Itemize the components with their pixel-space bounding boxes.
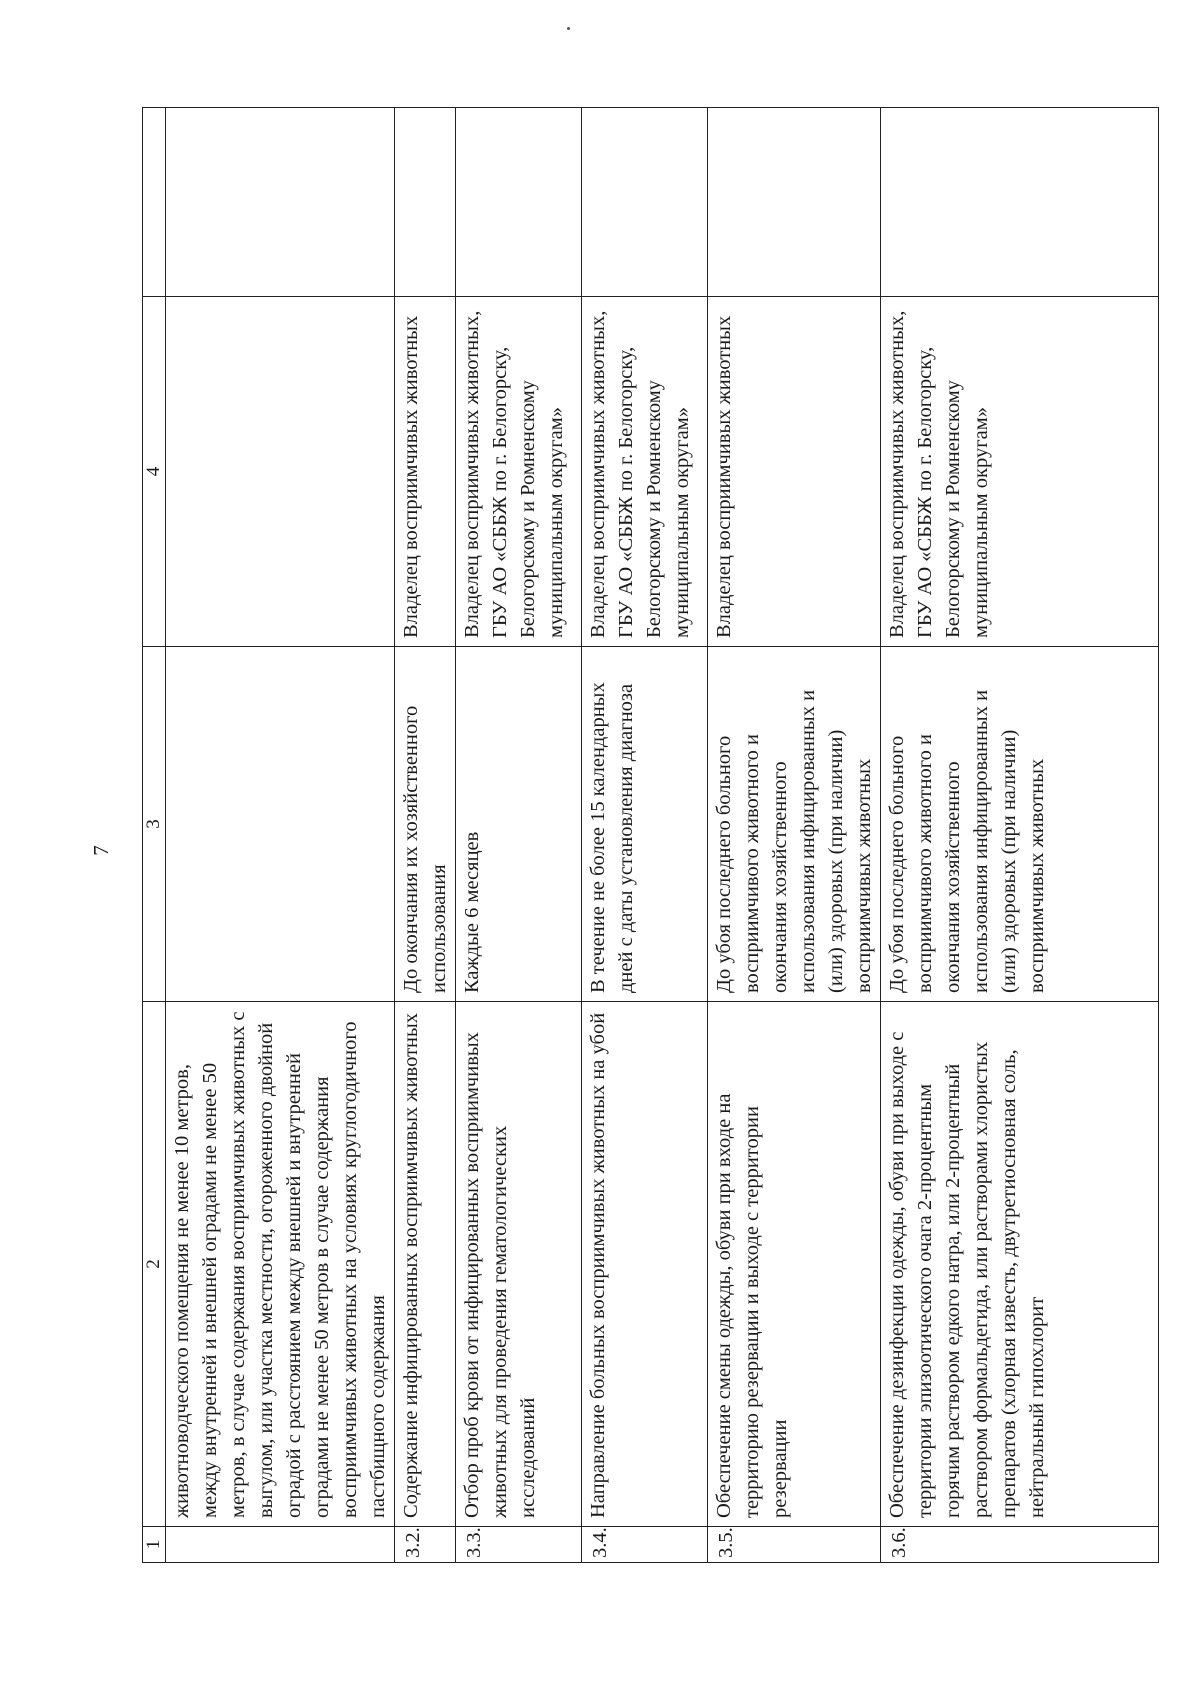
table-row <box>395 108 456 1563</box>
table-row <box>582 108 708 1563</box>
table-header-row <box>143 108 166 1563</box>
extra-cell <box>166 108 395 297</box>
table-row <box>456 108 582 1563</box>
row-number: 3.3. <box>456 1527 582 1563</box>
scan-speck <box>567 27 570 30</box>
measure-cell: Содержание инфицированных восприимчивых животных <box>395 1002 456 1527</box>
extra-cell <box>881 108 1159 297</box>
extra-cell <box>456 108 582 297</box>
extra-cell <box>582 108 708 297</box>
row-number: 3.5. <box>708 1527 881 1563</box>
header-col-5 <box>143 108 166 297</box>
measure-cell: Направление больных восприимчивых животных на убой <box>582 1002 708 1527</box>
extra-cell <box>395 108 456 297</box>
responsible-cell <box>166 297 395 647</box>
measure-cell: Обеспечение дезинфекции одежды, обуви при выходе с территории эпизоотического очага 2-процентным горячим раствором едкого натра, или 2-процентный раствором формальдегида, или растворами хлористых препаратов (хлорная известь, двутретиосновная соль, нейтральный гипохлорит <box>881 1002 1159 1527</box>
extra-cell <box>708 108 881 297</box>
table-row <box>708 108 881 1563</box>
page-number: 7 <box>88 845 113 856</box>
row-number: 3.6. <box>881 1527 1159 1563</box>
responsible-cell: Владелец восприимчивых животных, ГБУ АО «СББЖ по г. Белогорску, Белогорскому и Ромненскому муниципальным округам» <box>582 297 708 647</box>
table-row <box>166 108 395 1563</box>
rotated-table-container <box>142 108 1102 1563</box>
term-cell: В течение не более 15 календарных дней с даты установления диагноза <box>582 647 708 1002</box>
measure-cell: Отбор проб крови от инфицированных восприимчивых животных для проведения гематологических исследований <box>456 1002 582 1527</box>
term-cell: До окончания их хозяйственного использования <box>395 647 456 1002</box>
measure-cell: Обеспечение смены одежды, обуви при входе на территорию резервации и выходе с территории резервации <box>708 1002 881 1527</box>
measure-cell: животноводческого помещения не менее 10 метров, между внутренней и внешней оградами не менее 50 метров, в случае содержания восприимчивых животных с выгулом, или участка местности, огороженного двойной оградой с расстоянием между внешней и внутренней оградами не менее 50 метров в случае содержания восприимчивых животных на условиях круглогодичного пастбищного содержания <box>166 1002 395 1527</box>
responsible-cell: Владелец восприимчивых животных, ГБУ АО «СББЖ по г. Белогорску, Белогорскому и Ромненскому муниципальным округам» <box>881 297 1159 647</box>
header-col-4: 4 <box>143 297 166 647</box>
responsible-cell: Владелец восприимчивых животных <box>708 297 881 647</box>
term-cell: Каждые 6 месяцев <box>456 647 582 1002</box>
measures-table <box>142 107 1159 1563</box>
header-col-2: 2 <box>143 1002 166 1527</box>
term-cell <box>166 647 395 1002</box>
row-number: 3.2. <box>395 1527 456 1563</box>
term-cell: До убоя последнего больного восприимчивого животного и окончания хозяйственного использования инфицированных и (или) здоровых (при наличии) восприимчивых животных <box>708 647 881 1002</box>
row-number: 3.4. <box>582 1527 708 1563</box>
responsible-cell: Владелец восприимчивых животных <box>395 297 456 647</box>
table-row <box>881 108 1159 1563</box>
row-number <box>166 1527 395 1563</box>
header-col-1: 1 <box>143 1527 166 1563</box>
responsible-cell: Владелец восприимчивых животных, ГБУ АО «СББЖ по г. Белогорску, Белогорскому и Ромненскому муниципальным округам» <box>456 297 582 647</box>
term-cell: До убоя последнего больного восприимчивого животного и окончания хозяйственного использования инфицированных и (или) здоровых (при наличии) восприимчивых животных <box>881 647 1159 1002</box>
header-col-3: 3 <box>143 647 166 1002</box>
